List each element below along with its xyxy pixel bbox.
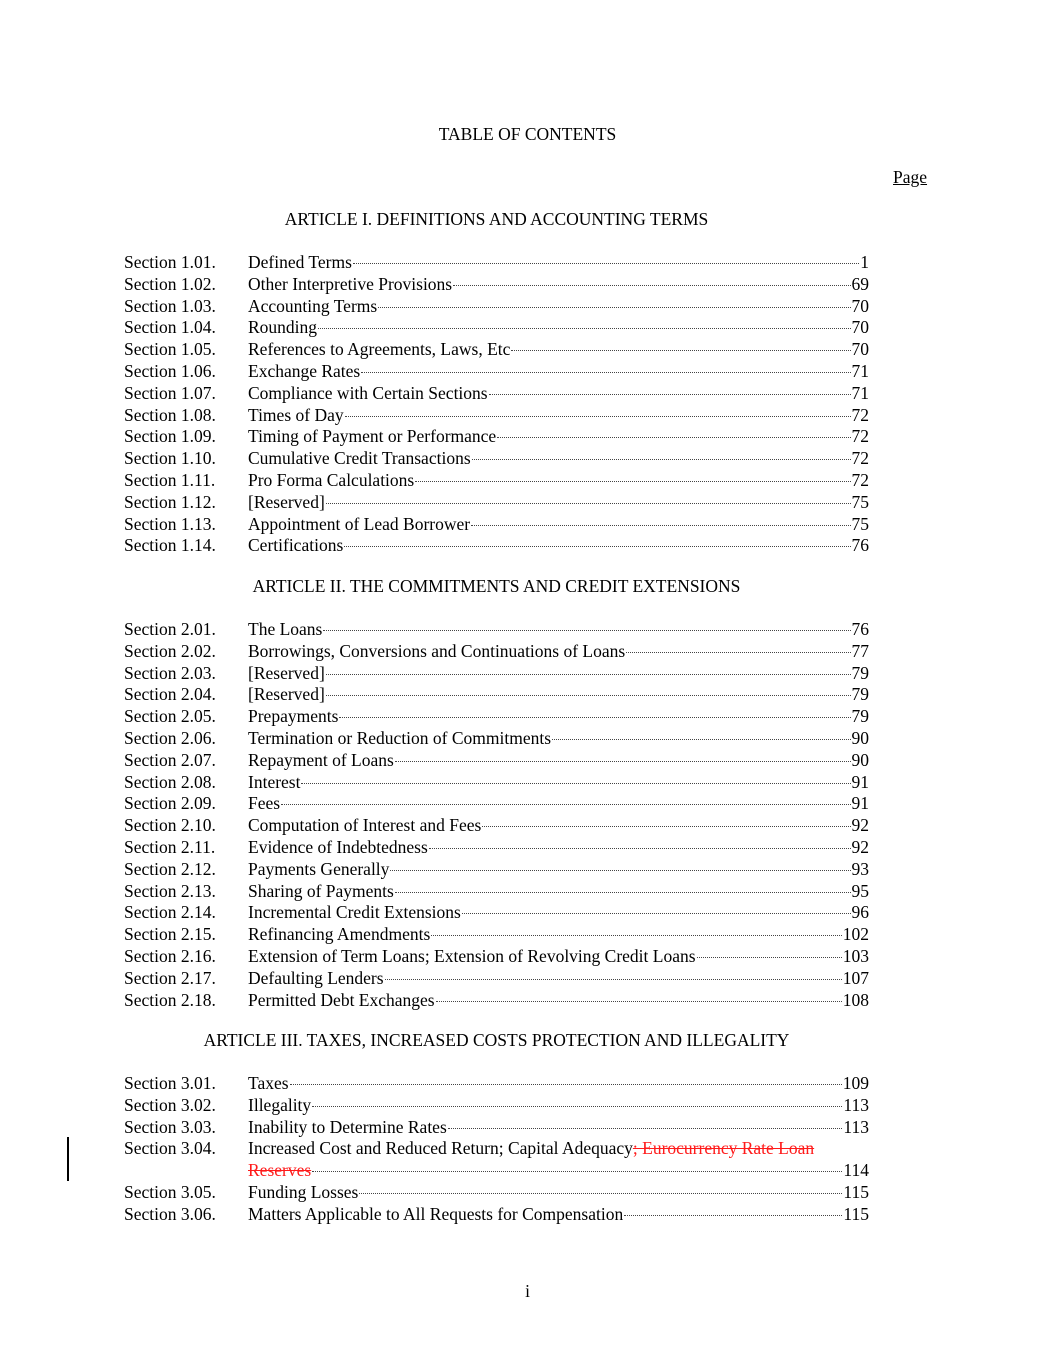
toc-entry[interactable] bbox=[124, 619, 869, 641]
dot-leader bbox=[290, 1084, 842, 1085]
toc-entry[interactable] bbox=[124, 1117, 869, 1139]
section-title: Borrowings, Conversions and Continuations of Loans bbox=[248, 640, 626, 661]
toc-entry[interactable] bbox=[124, 815, 869, 837]
section-title: The Loans bbox=[248, 619, 323, 639]
dot-leader bbox=[462, 913, 851, 914]
toc-entry[interactable] bbox=[124, 1182, 869, 1204]
section-number: Section 3.04. bbox=[124, 1138, 216, 1159]
section-title: Certifications bbox=[248, 535, 344, 556]
article-1-sections bbox=[124, 252, 869, 557]
toc-entry[interactable] bbox=[124, 859, 869, 881]
section-page: 93 bbox=[851, 858, 869, 879]
section-page: 79 bbox=[851, 706, 869, 727]
revision-change-bar bbox=[67, 1137, 69, 1181]
toc-entry[interactable] bbox=[124, 793, 869, 815]
dot-leader bbox=[482, 826, 850, 827]
section-page: 77 bbox=[851, 640, 869, 661]
toc-entry[interactable] bbox=[124, 706, 869, 728]
dot-leader bbox=[429, 848, 851, 849]
section-number: Section 1.13. bbox=[124, 513, 216, 534]
dot-leader bbox=[281, 804, 850, 805]
section-page: 107 bbox=[842, 967, 869, 988]
dot-leader bbox=[361, 372, 850, 373]
dot-leader bbox=[345, 416, 851, 417]
dot-leader bbox=[511, 350, 850, 351]
section-title: Termination or Reduction of Commitments bbox=[248, 727, 552, 748]
section-number: Section 2.17. bbox=[124, 967, 216, 988]
section-number: Section 2.04. bbox=[124, 684, 216, 705]
dot-leader bbox=[552, 739, 850, 740]
toc-entry[interactable] bbox=[124, 946, 869, 968]
toc-entry[interactable] bbox=[124, 448, 869, 470]
section-page: 70 bbox=[851, 317, 869, 338]
section-number: Section 2.06. bbox=[124, 727, 216, 748]
dot-leader bbox=[497, 437, 850, 438]
article-2-sections bbox=[124, 619, 869, 1011]
dot-leader bbox=[353, 263, 859, 264]
section-number: Section 2.09. bbox=[124, 793, 216, 814]
section-title: Timing of Payment or Performance bbox=[248, 426, 497, 447]
section-page: 69 bbox=[851, 273, 869, 294]
section-number: Section 3.01. bbox=[124, 1073, 216, 1093]
section-title: Incremental Credit Extensions bbox=[248, 902, 461, 923]
toc-entry[interactable] bbox=[124, 296, 869, 318]
section-number: Section 1.06. bbox=[124, 360, 216, 381]
toc-title: TABLE OF CONTENTS bbox=[438, 124, 617, 144]
section-page: 76 bbox=[851, 619, 869, 639]
section-title: Inability to Determine Rates bbox=[248, 1116, 447, 1137]
section-title: Accounting Terms bbox=[248, 295, 378, 316]
deleted-text: Reserves bbox=[248, 1160, 312, 1181]
dot-leader bbox=[697, 957, 842, 958]
toc-entry[interactable] bbox=[124, 924, 869, 946]
section-number: Section 1.12. bbox=[124, 491, 216, 512]
toc-entry[interactable] bbox=[124, 361, 869, 383]
article-3-sections bbox=[124, 1073, 869, 1226]
section-page: 102 bbox=[842, 924, 869, 945]
section-number: Section 2.03. bbox=[124, 662, 216, 683]
section-title: Times of Day bbox=[248, 404, 344, 425]
toc-entry[interactable] bbox=[124, 881, 869, 903]
dot-leader bbox=[359, 1193, 842, 1194]
section-title: [Reserved] bbox=[248, 662, 325, 683]
section-title: Other Interpretive Provisions bbox=[248, 273, 453, 294]
section-page: 109 bbox=[842, 1073, 869, 1093]
dot-leader bbox=[436, 1001, 842, 1002]
section-title: Exchange Rates bbox=[248, 360, 361, 381]
dot-leader bbox=[344, 546, 850, 547]
toc-entry[interactable] bbox=[124, 405, 869, 427]
section-title: Illegality bbox=[248, 1094, 312, 1115]
section-title: Sharing of Payments bbox=[248, 880, 394, 901]
section-title: Rounding bbox=[248, 317, 318, 338]
section-page: 75 bbox=[851, 491, 869, 512]
toc-entry-with-deletion[interactable] bbox=[124, 1138, 869, 1182]
section-number: Section 1.08. bbox=[124, 404, 216, 425]
dot-leader bbox=[326, 695, 851, 696]
dot-leader bbox=[326, 503, 851, 504]
section-page: 1 bbox=[860, 252, 869, 272]
dot-leader bbox=[626, 652, 850, 653]
section-page: 91 bbox=[851, 793, 869, 814]
section-title: Appointment of Lead Borrower bbox=[248, 513, 471, 534]
section-page: 96 bbox=[851, 902, 869, 923]
section-number: Section 1.04. bbox=[124, 317, 216, 338]
section-number: Section 1.05. bbox=[124, 339, 216, 360]
toc-entry[interactable] bbox=[124, 470, 869, 492]
section-page: 114 bbox=[843, 1160, 869, 1181]
dot-leader bbox=[378, 307, 850, 308]
section-page: 76 bbox=[851, 535, 869, 556]
toc-entry[interactable] bbox=[124, 641, 869, 663]
section-number: Section 1.02. bbox=[124, 273, 216, 294]
article-1-heading: ARTICLE I. DEFINITIONS AND ACCOUNTING TERMS bbox=[284, 209, 709, 229]
section-page: 72 bbox=[851, 426, 869, 447]
toc-entry[interactable] bbox=[124, 535, 869, 557]
section-title: Cumulative Credit Transactions bbox=[248, 448, 471, 469]
toc-entry[interactable] bbox=[124, 1095, 869, 1117]
section-number: Section 2.10. bbox=[124, 815, 216, 836]
toc-entry[interactable] bbox=[124, 990, 869, 1012]
section-number: Section 2.02. bbox=[124, 640, 216, 661]
section-page: 108 bbox=[842, 989, 869, 1010]
toc-entry[interactable] bbox=[124, 383, 869, 405]
section-page: 113 bbox=[843, 1116, 869, 1137]
section-page: 113 bbox=[843, 1094, 869, 1115]
toc-entry[interactable] bbox=[124, 663, 869, 685]
section-page: 79 bbox=[851, 684, 869, 705]
section-page: 71 bbox=[851, 382, 869, 403]
section-title: Fees bbox=[248, 793, 281, 814]
dot-leader bbox=[415, 481, 850, 482]
toc-entry[interactable] bbox=[124, 837, 869, 859]
deleted-text: ; Eurocurrency Rate Loan bbox=[632, 1138, 815, 1159]
page-number: i bbox=[525, 1281, 530, 1301]
section-number: Section 3.05. bbox=[124, 1181, 216, 1202]
section-number: Section 2.01. bbox=[124, 619, 216, 639]
section-page: 70 bbox=[851, 339, 869, 360]
section-page: 92 bbox=[851, 836, 869, 857]
toc-entry[interactable] bbox=[124, 684, 869, 706]
toc-entry[interactable] bbox=[124, 492, 869, 514]
section-title: Computation of Interest and Fees bbox=[248, 815, 482, 836]
dot-leader bbox=[395, 761, 851, 762]
section-title: Defined Terms bbox=[248, 252, 352, 272]
section-title: Extension of Term Loans; Extension of Revolving Credit Loans bbox=[248, 945, 696, 966]
section-title: Taxes bbox=[248, 1073, 289, 1093]
section-number: Section 2.05. bbox=[124, 706, 216, 727]
section-page: 92 bbox=[851, 815, 869, 836]
article-2-heading: ARTICLE II. THE COMMITMENTS AND CREDIT EXTENSIONS bbox=[252, 576, 741, 596]
section-number: Section 1.10. bbox=[124, 448, 216, 469]
dot-leader bbox=[318, 328, 850, 329]
dot-leader bbox=[312, 1106, 842, 1107]
dot-leader bbox=[489, 394, 851, 395]
section-number: Section 1.01. bbox=[124, 252, 216, 272]
section-number: Section 2.08. bbox=[124, 771, 216, 792]
section-number: Section 1.11. bbox=[124, 469, 216, 490]
dot-leader bbox=[448, 1128, 843, 1129]
page-column-header: Page bbox=[893, 167, 928, 187]
section-title: Repayment of Loans bbox=[248, 749, 394, 770]
section-number: Section 2.14. bbox=[124, 902, 216, 923]
toc-entry[interactable] bbox=[124, 317, 869, 339]
toc-entry[interactable] bbox=[124, 339, 869, 361]
section-number: Section 3.06. bbox=[124, 1203, 216, 1224]
section-number: Section 2.07. bbox=[124, 749, 216, 770]
section-page: 103 bbox=[842, 945, 869, 966]
section-page: 72 bbox=[851, 404, 869, 425]
section-page: 115 bbox=[843, 1181, 869, 1202]
dot-leader bbox=[339, 717, 850, 718]
dot-leader bbox=[472, 459, 851, 460]
section-page: 72 bbox=[851, 469, 869, 490]
section-number: Section 1.14. bbox=[124, 535, 216, 556]
section-number: Section 2.13. bbox=[124, 880, 216, 901]
section-title: Refinancing Amendments bbox=[248, 924, 431, 945]
section-title: Defaulting Lenders bbox=[248, 967, 384, 988]
section-number: Section 1.03. bbox=[124, 295, 216, 316]
toc-entry[interactable] bbox=[124, 728, 869, 750]
section-page: 75 bbox=[851, 513, 869, 534]
section-number: Section 3.03. bbox=[124, 1116, 216, 1137]
section-page: 71 bbox=[851, 360, 869, 381]
section-number: Section 3.02. bbox=[124, 1094, 216, 1115]
section-title: Permitted Debt Exchanges bbox=[248, 989, 435, 1010]
section-title: Payments Generally bbox=[248, 858, 390, 879]
section-title: References to Agreements, Laws, Etc bbox=[248, 339, 511, 360]
section-page: 79 bbox=[851, 662, 869, 683]
section-title: Evidence of Indebtedness bbox=[248, 836, 428, 857]
toc-entry[interactable] bbox=[124, 968, 869, 990]
dot-leader bbox=[323, 630, 850, 631]
dot-leader bbox=[431, 935, 841, 936]
toc-entry[interactable] bbox=[124, 1073, 869, 1095]
section-page: 90 bbox=[851, 749, 869, 770]
section-page: 95 bbox=[851, 880, 869, 901]
toc-entry[interactable] bbox=[124, 902, 869, 924]
dot-leader bbox=[395, 892, 851, 893]
dot-leader bbox=[301, 783, 850, 784]
toc-entry[interactable] bbox=[124, 1204, 869, 1226]
toc-entry[interactable] bbox=[124, 750, 869, 772]
dot-leader bbox=[624, 1215, 842, 1216]
section-title: Pro Forma Calculations bbox=[248, 469, 415, 490]
dot-leader bbox=[390, 870, 850, 871]
dot-leader bbox=[326, 674, 851, 675]
section-number: Section 1.07. bbox=[124, 382, 216, 403]
section-number: Section 2.11. bbox=[124, 836, 216, 857]
section-title: Prepayments bbox=[248, 706, 339, 727]
dot-leader bbox=[385, 979, 842, 980]
section-number: Section 2.18. bbox=[124, 989, 216, 1010]
section-number: Section 2.15. bbox=[124, 924, 216, 945]
section-title: Matters Applicable to All Requests for Compensation bbox=[248, 1203, 624, 1224]
toc-entry[interactable] bbox=[124, 252, 869, 274]
section-page: 115 bbox=[843, 1203, 869, 1224]
section-title: Interest bbox=[248, 771, 301, 792]
section-page: 90 bbox=[851, 727, 869, 748]
section-page: 72 bbox=[851, 448, 869, 469]
section-title: [Reserved] bbox=[248, 684, 325, 705]
section-title: Funding Losses bbox=[248, 1181, 359, 1202]
toc-entry[interactable] bbox=[124, 274, 869, 296]
toc-entry[interactable] bbox=[124, 514, 869, 536]
section-title: Compliance with Certain Sections bbox=[248, 382, 488, 403]
toc-entry[interactable] bbox=[124, 426, 869, 448]
section-title: Increased Cost and Reduced Return; Capital Adequacy bbox=[248, 1138, 633, 1159]
article-3-heading: ARTICLE III. TAXES, INCREASED COSTS PROTECTION AND ILLEGALITY bbox=[203, 1030, 790, 1050]
section-number: Section 1.09. bbox=[124, 426, 216, 447]
section-title: [Reserved] bbox=[248, 491, 325, 512]
dot-leader bbox=[312, 1171, 842, 1172]
toc-entry[interactable] bbox=[124, 772, 869, 794]
dot-leader bbox=[471, 525, 850, 526]
section-page: 91 bbox=[851, 771, 869, 792]
section-number: Section 2.12. bbox=[124, 858, 216, 879]
dot-leader bbox=[453, 285, 850, 286]
section-page: 70 bbox=[851, 295, 869, 316]
section-number: Section 2.16. bbox=[124, 945, 216, 966]
